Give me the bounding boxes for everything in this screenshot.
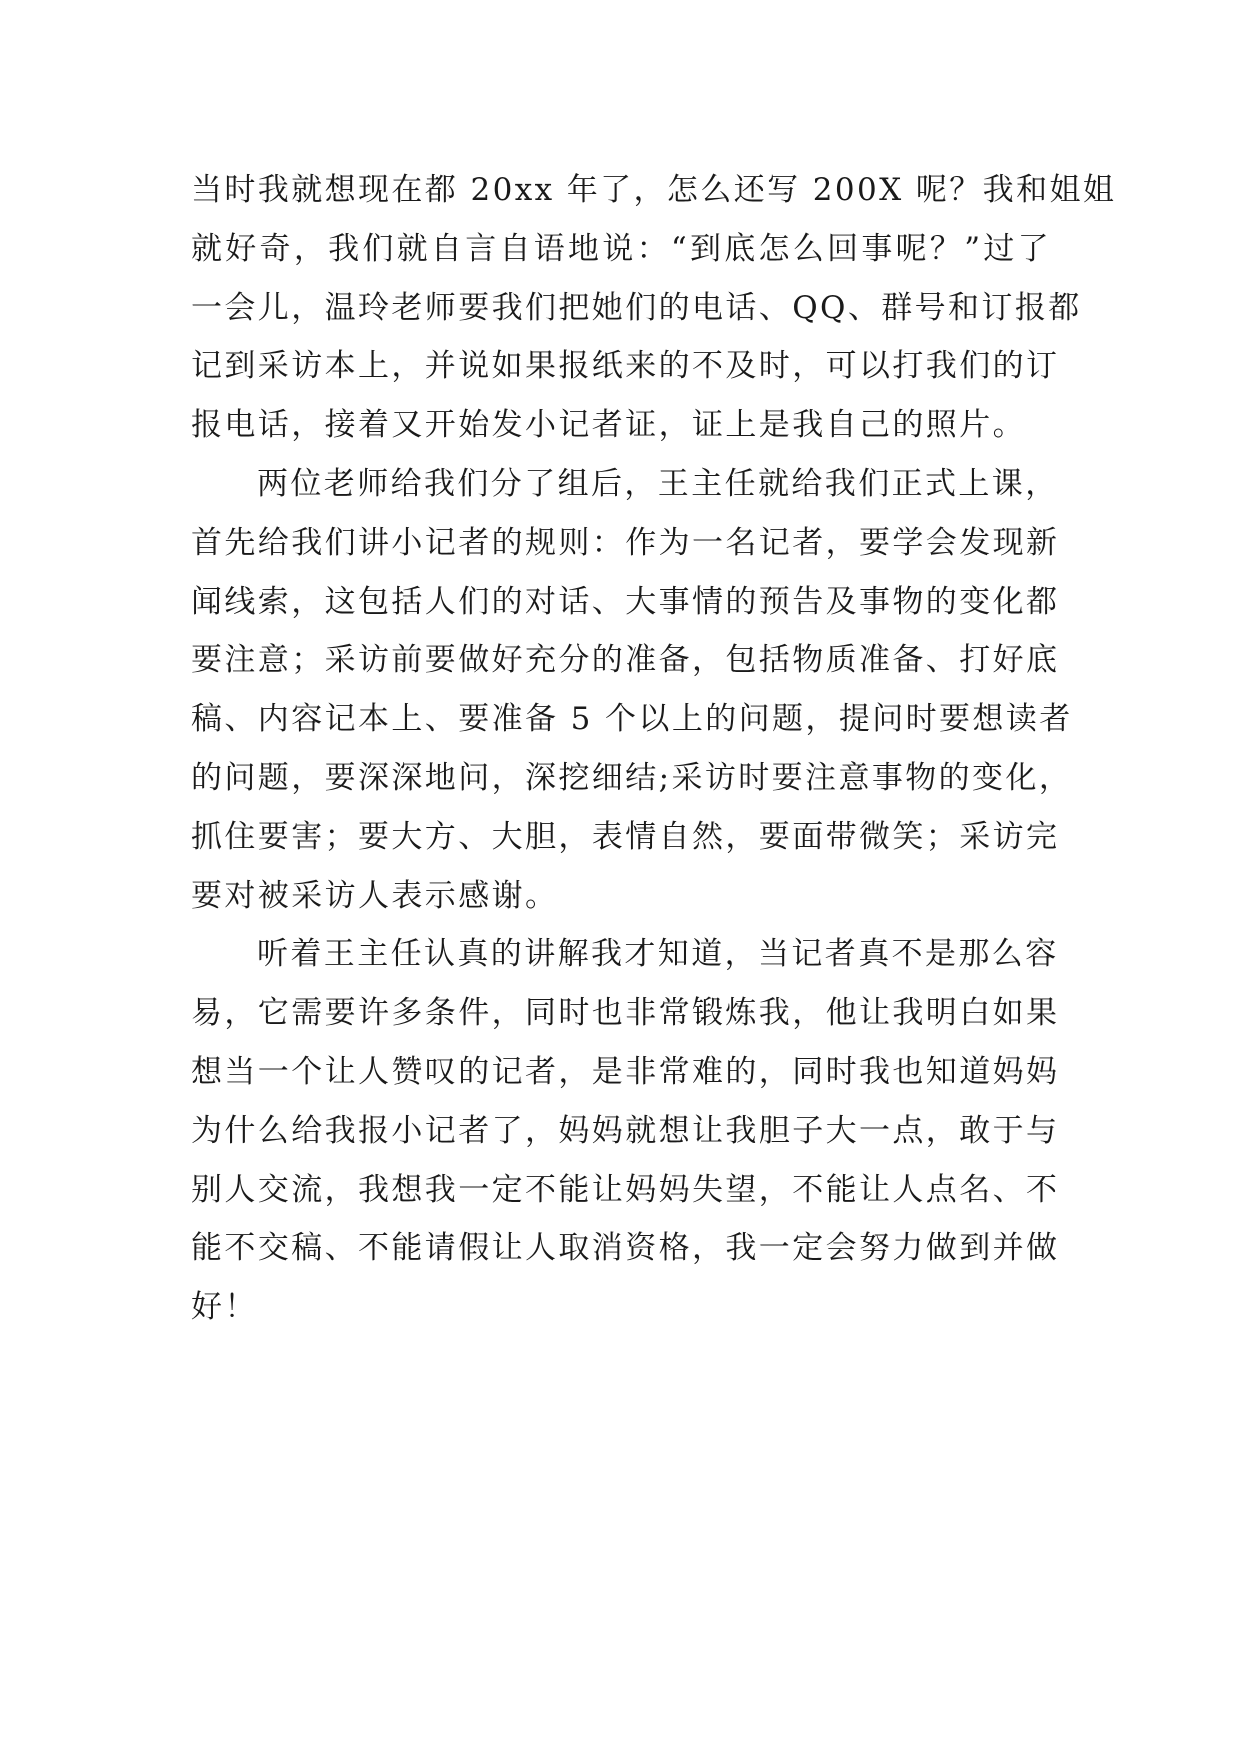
text-line: 要对被采访人表示感谢。 xyxy=(191,877,559,914)
text-line: 好！ xyxy=(191,1289,258,1326)
text-line: 记到采访本上，并说如果报纸来的不及时，可以打我们的订 xyxy=(191,348,1060,385)
document-body xyxy=(191,161,1117,1337)
text-line: 要注意；采访前要做好充分的准备，包括物质准备、打好底 xyxy=(191,642,1060,679)
text-line: 稿、内容记本上、要准备 5 个以上的问题，提问时要想读者 xyxy=(191,701,1073,738)
text-line: 想当一个让人赞叹的记者，是非常难的，同时我也知道妈妈 xyxy=(191,1053,1060,1090)
text-line: 报电话，接着又开始发小记者证，证上是我自己的照片。 xyxy=(191,407,1026,444)
text-line: 的问题，要深深地问，深挖细结;采访时要注意事物的变化， xyxy=(191,759,1073,796)
text-line: 抓住要害；要大方、大胆，表情自然，要面带微笑；采访完 xyxy=(191,818,1060,855)
paragraph-first-line: 听着王主任认真的讲解我才知道，当记者真不是那么容 xyxy=(257,936,1059,973)
text-line: 就好奇，我们就自言自语地说：“到底怎么回事呢？”过了 xyxy=(191,230,1051,267)
text-line: 易，它需要许多条件，同时也非常锻炼我，他让我明白如果 xyxy=(191,995,1060,1032)
text-line: 首先给我们讲小记者的规则：作为一名记者，要学会发现新 xyxy=(191,524,1060,561)
text-line: 一会儿，温玲老师要我们把她们的电话、QQ、群号和订报都 xyxy=(191,289,1082,326)
text-line: 当时我就想现在都 20xx 年了，怎么还写 200X 呢？我和姐姐 xyxy=(191,172,1117,208)
text-line: 能不交稿、不能请假让人取消资格，我一定会努力做到并做 xyxy=(191,1230,1060,1267)
text-line: 别人交流，我想我一定不能让妈妈失望，不能让人点名、不 xyxy=(191,1171,1060,1208)
paragraph-first-line: 两位老师给我们分了组后，王主任就给我们正式上课， xyxy=(257,465,1059,502)
text-line: 闻线索，这包括人们的对话、大事情的预告及事物的变化都 xyxy=(191,583,1060,620)
text-line: 为什么给我报小记者了，妈妈就想让我胆子大一点，敢于与 xyxy=(191,1112,1060,1149)
